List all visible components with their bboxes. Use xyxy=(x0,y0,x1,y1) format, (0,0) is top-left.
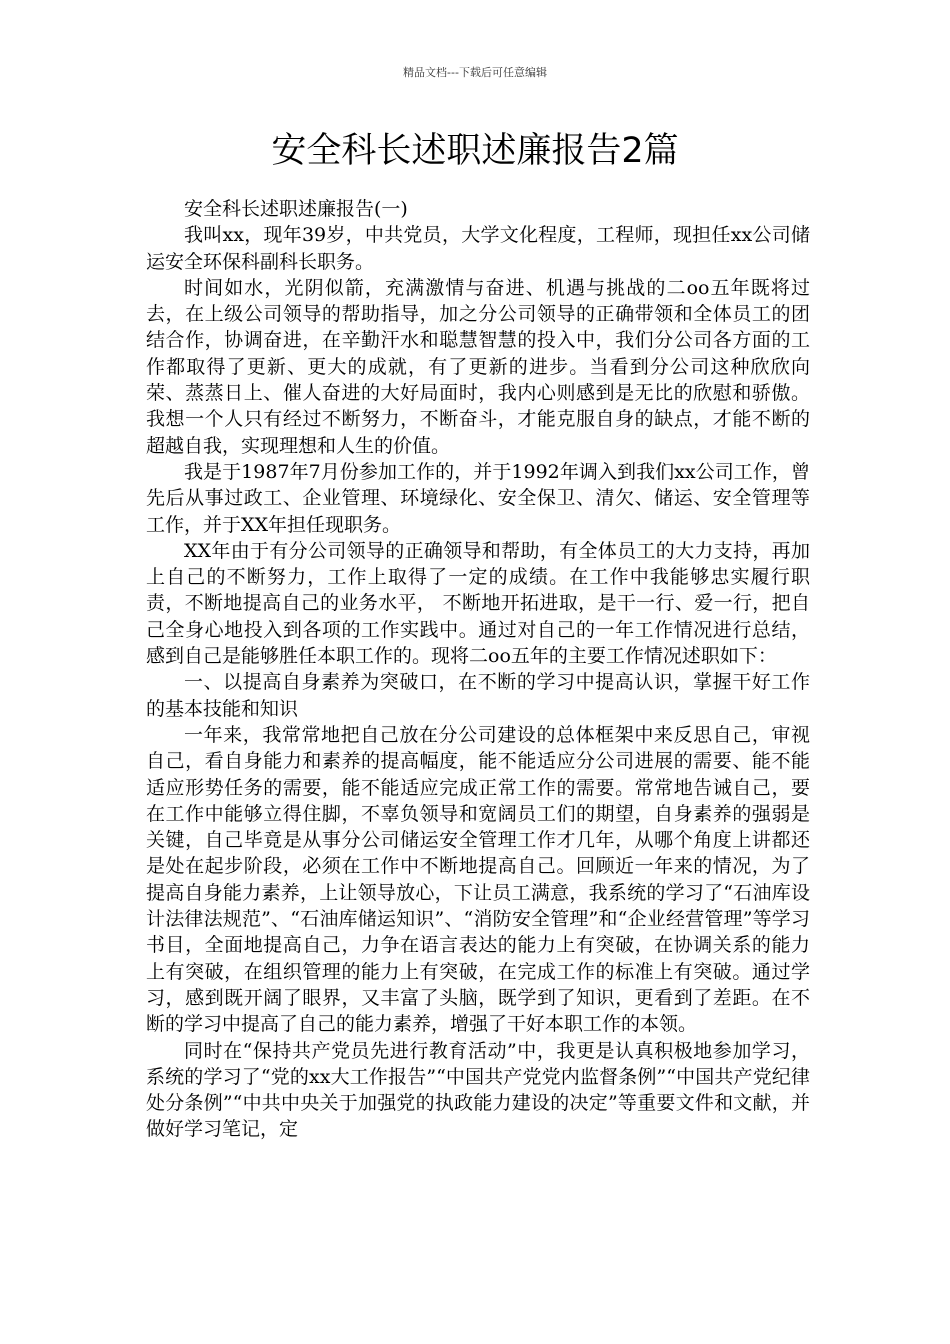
subtitle-paragraph: 安全科长述职述廉报告(一) xyxy=(184,198,408,220)
body-paragraph: 我是于1987年7月份参加工作的，并于1992年调入到我们xx公司工作，曾先后从事过政工、企业管理、环境绿化、安全保卫、清欠、储运、安全管理等工作，并于XX年担任现职务。 xyxy=(146,460,810,536)
section-heading-paragraph: 一、以提高自身素养为突破口，在不断的学习中提高认识，掌握干好工作的基本技能和知识 xyxy=(146,671,810,720)
document-title: 安全科长述职述廉报告2篇 xyxy=(271,131,679,171)
document-body xyxy=(146,196,810,1143)
body-paragraph: 时间如水，光阴似箭，充满激情与奋进、机遇与挑战的二oo五年既将过去，在上级公司领导的帮助指导，加之分公司领导的正确带领和全体员工的团结合作，协调奋进，在辛勤汗水和聪慧智慧的投入中，我们分公司各方面的工作都取得了更新、更大的成就，有了更新的进步。当看到分公司这种欣欣向荣、蒸蒸日上、催人奋进的大好局面时，我内心则感到是无比的欣慰和骄傲。我想一个人只有经过不断努力，不断奋斗，才能克服自身的缺点，才能不断的超越自我，实现理想和人生的价值。 xyxy=(146,276,810,457)
body-paragraph: XX年由于有分公司领导的正确领导和帮助，有全体员工的大力支持，再加上自己的不断努力，工作上取得了一定的成绩。在工作中我能够忠实履行职责，不断地提高自己的业务水平， 不断地开拓进取，是干一行、爱一行，把自己全身心地投入到各项的工作实践中。通过对自己的一年工作情况进行总结，感到自己是能够胜任本职工作的。现将二oo五年的主要工作情况述职如下： xyxy=(146,539,810,668)
header-note: 精品文档---下载后可任意编辑 xyxy=(403,66,547,79)
body-paragraph: 我叫xx，现年39岁，中共党员，大学文化程度，工程师，现担任xx公司储运安全环保科副科长职务。 xyxy=(146,224,810,273)
body-paragraph: 一年来，我常常地把自己放在分公司建设的总体框架中来反思自己，审视自己，看自身能力和素养的提高幅度，能不能适应分公司进展的需要、能不能适应形势任务的需要，能不能适应完成正常工作的需要。常常地告诫自己，要在工作中能够立得住脚，不辜负领导和宽阔员工们的期望，自身素养的强弱是关键，自己毕竟是从事分公司储运安全管理工作才几年，从哪个角度上讲都还是处在起步阶段，必须在工作中不断地提高自己。回顾近一年来的情况，为了提高自身能力素养，上让领导放心，下让员工满意，我系统的学习了“石油库设计法律法规范”、“石油库储运知识”、“消防安全管理”和“企业经营管理”等学习书目，全面地提高自己，力争在语言表达的能力上有突破，在协调关系的能力上有突破，在组织管理的能力上有突破，在完成工作的标准上有突破。通过学习，感到既开阔了眼界，又丰富了头脑，既学到了知识，更看到了差距。在不断的学习中提高了自己的能力素养，增强了干好本职工作的本领。 xyxy=(146,723,810,1036)
body-paragraph: 同时在“保持共产党员先进行教育活动”中，我更是认真积极地参加学习，系统的学习了“党的xx大工作报告”“中国共产党党内监督条例”“中国共产党纪律处分条例”“中共中央关于加强党的执政能力建设的决定”等重要文件和文献，并做好学习笔记，定 xyxy=(146,1039,810,1141)
